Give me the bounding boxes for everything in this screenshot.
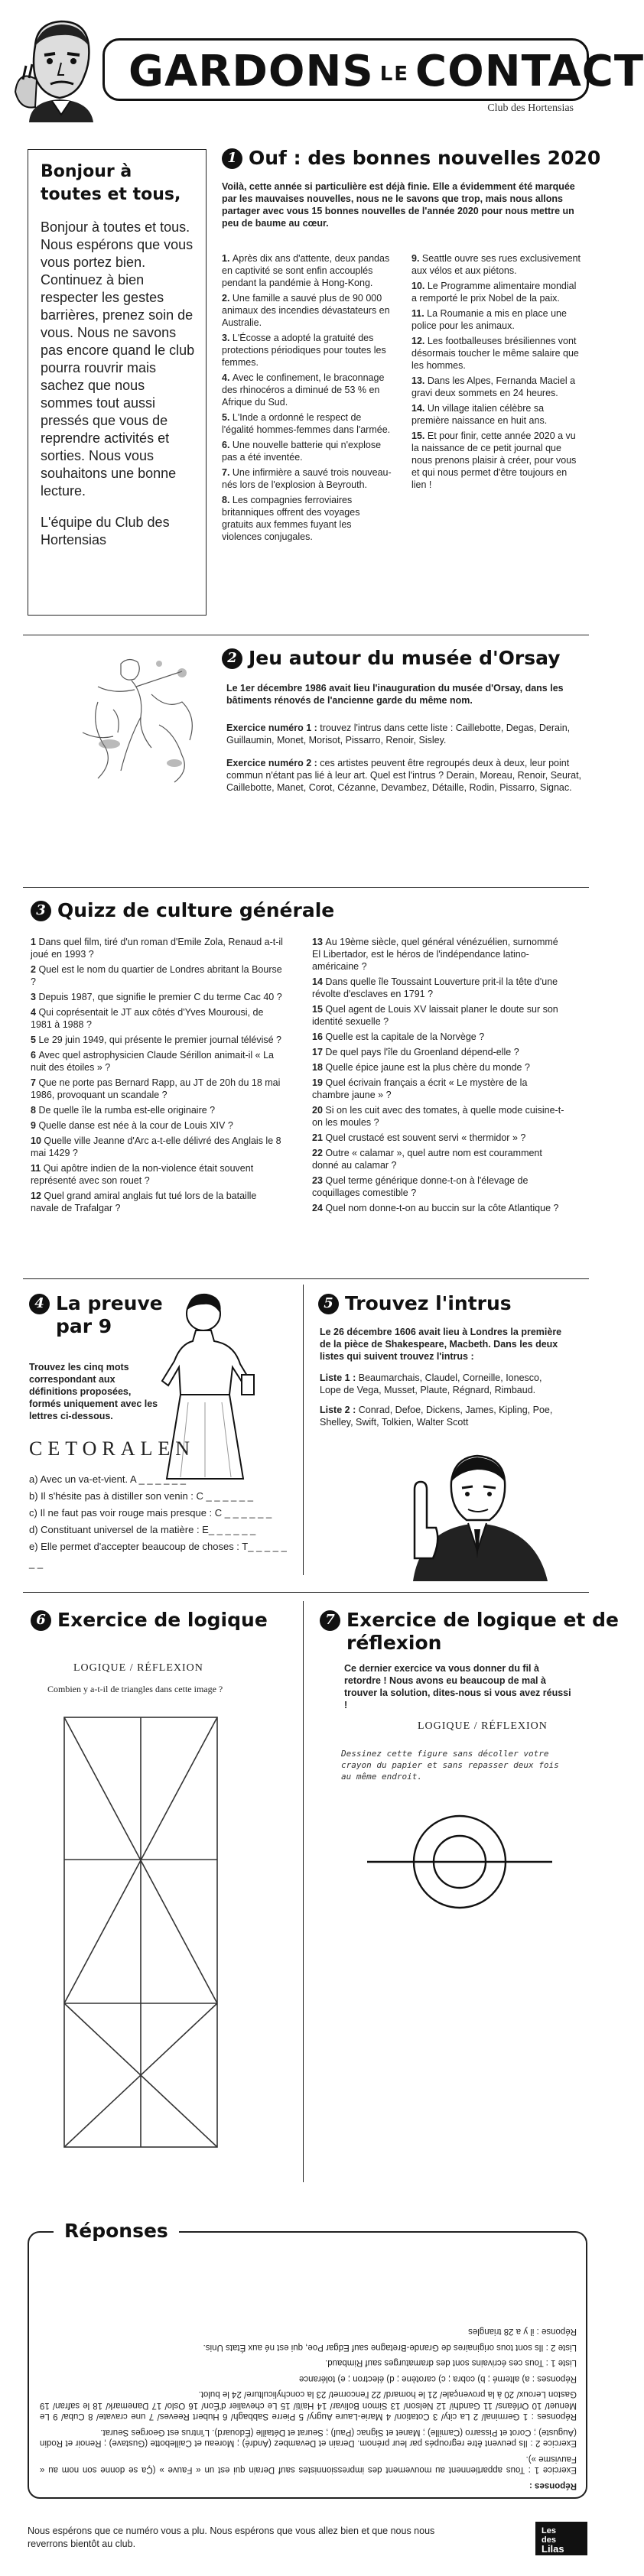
triangle-puzzle-figure <box>63 1716 219 2149</box>
column-divider <box>303 1601 304 2182</box>
quiz-question: 14 Dans quelle île Toussaint Louverture prit-il la tête d'une révolte d'esclaves en 1791 ? <box>312 976 558 999</box>
intrus-list-1: Liste 1 : Beaumarchais, Claudel, Corneille, Ionesco, Lope de Vega, Musset, Plaute, Régnard, Rimbaud. <box>320 1372 542 1395</box>
header <box>14 15 644 122</box>
good-news-item: 10. Le Programme alimentaire mondial a remporté le prix Nobel de la paix. <box>411 281 577 304</box>
word-definition: e) Elle permet d'accepter beaucoup de choses : T_ _ _ _ _ _ _ <box>29 1541 287 1569</box>
quiz-question: 20 Si on les cuit avec des tomates, à quelle mode cuisine-t-on les moules ? <box>312 1105 564 1128</box>
quiz-question: 18 Quelle épice jaune est la plus chère du monde ? <box>312 1062 530 1073</box>
pointing-man-illustration <box>398 1444 558 1581</box>
quiz-question: 22 Outre « calamar », quel autre nom est couramment donné au calamar ? <box>312 1148 542 1171</box>
section-number: 1 <box>222 148 242 169</box>
quiz-question: 6 Avec quel astrophysicien Claude Sérillon animait-il « La nuit des étoiles » ? <box>31 1050 275 1073</box>
good-news-item: 2. Une famille a sauvé plus de 90 000 animaux des incendies dévastateurs en Australie. <box>222 293 390 328</box>
good-news-item: 3. L'Écosse a adopté la gratuité des protections périodiques pour toutes les femmes. <box>222 333 386 368</box>
quiz-question: 23 Quel terme générique donne-t-on à l'élevage de coquillages comestible ? <box>312 1175 529 1198</box>
drawing-instruction: Dessinez cette figure sans décoller votre crayon du papier et sans repasser deux fois au même endroit. <box>341 1749 559 1782</box>
good-news-item: 7. Une infirmière a sauvé trois nouveau-nés lors de l'explosion à Beyrouth. <box>222 467 392 490</box>
section-number: 4 <box>29 1294 50 1314</box>
good-news-column-1 <box>222 252 392 546</box>
answers-list <box>40 2326 577 2476</box>
section-3-title: 3 Quizz de culture générale <box>31 899 334 922</box>
quiz-question: 5 Le 29 juin 1949, qui présente le premier journal télévisé ? <box>31 1035 281 1045</box>
intro-text: Bonjour à toutes et tous. Nous espérons que vous vous portez bien. Continuez à bien respecter les gestes barrières, prenez soin de vous. Nous ne savons pas encore quand le club pourra rouvrir mais sachez que nous sommes tout aussi pressés que vous de reprendre activités et sorties. Nous vous souhaitons une bonne lecture. <box>41 219 195 499</box>
quiz-question: 21 Quel crustacé est souvent servi « thermidor » ? <box>312 1132 526 1143</box>
closing-message: Nous espérons que ce numéro vous a plu. Nous espérons que vous allez bien et que nous nous reverrons bientôt au club. <box>28 2526 435 2549</box>
good-news-item: 5. L'Inde a ordonné le respect de l'égalité hommes-femmes dans l'armée. <box>222 412 391 435</box>
quiz-column-1 <box>31 936 283 1217</box>
quiz-question: 4 Qui coprésentait le JT aux côtés d'Yves Mourousi, de 1981 à 1988 ? <box>31 1007 264 1030</box>
section-2-lead: Le 1er décembre 1986 avait lieu l'inauguration du musée d'Orsay, dans les bâtiments rénovés de l'ancienne garde du même nom. <box>226 683 564 706</box>
club-name: Club des Hortensias <box>487 102 574 114</box>
answer-paragraph: Liste 2 : Ils sont tous originaires de Grande-Bretagne sauf Edgar Poe, qui est né aux États Unis. <box>203 2343 577 2352</box>
good-news-item: 4. Avec le confinement, le braconnage des rhinocéros a diminué de 53 % en Afrique du Sud. <box>222 372 385 408</box>
answers-title: Réponses <box>54 2217 179 2245</box>
good-news-item: 6. Une nouvelle batterie qui n'explose pas a été inventée. <box>222 440 382 463</box>
good-news-item: 1. Après dix ans d'attente, deux pandas en captivité se sont enfin accouplés pendant la pandémie à Hong-Kong. <box>222 253 390 288</box>
quiz-question: 9 Quelle danse est née à la cour de Louis XIV ? <box>31 1120 233 1131</box>
good-news-item: 14. Un village italien célèbre sa première naissance en huit ans. <box>411 403 548 426</box>
section-number: 3 <box>31 901 51 921</box>
column-divider <box>303 1285 304 1575</box>
quiz-question: 10 Quelle ville Jeanne d'Arc a-t-elle délivré des Anglais le 8 mai 1429 ? <box>31 1135 281 1158</box>
quiz-question: 7 Que ne porte pas Bernard Rapp, au JT de 20h du 18 mai 1986, provoquant un scandale ? <box>31 1077 281 1100</box>
quiz-question: 3 Depuis 1987, que signifie le premier C du terme Cac 40 ? <box>31 992 282 1002</box>
word-definition: c) Il ne faut pas voir rouge mais presque : C _ _ _ _ _ _ <box>29 1507 272 1519</box>
section-4-lead: Trouvez les cinq mots correspondant aux définitions proposées, formés uniquement avec les lettres ci-dessous. <box>29 1362 158 1421</box>
section-5-title: 5 Trouvez l'intrus <box>318 1292 512 1315</box>
logic-heading: LOGIQUE / RÉFLEXION <box>73 1662 203 1674</box>
word-definition: a) Avec un va-et-vient. A _ _ _ _ _ _ <box>29 1473 187 1485</box>
quiz-question: 17 De quel pays l'île du Groenland dépend-elle ? <box>312 1047 519 1057</box>
section-number: 5 <box>318 1294 339 1314</box>
divider <box>23 1592 589 1593</box>
answers-upside-down <box>40 2246 577 2491</box>
good-news-column-2 <box>411 252 581 494</box>
circle-puzzle-figure <box>364 1804 555 1919</box>
quiz-column-2 <box>312 936 564 1217</box>
quiz-question: 13 Au 19ème siècle, quel général vénézuélien, surnommé El Libertador, est le héros de l'indépendance latino-américaine ? <box>312 937 558 972</box>
good-news-item: 8. Les compagnies ferroviaires britanniques offrent des voyages gratuits aux femmes fuyant les violences conjugales. <box>222 495 360 542</box>
section-number: 6 <box>31 1610 51 1631</box>
section-7-title: 7 Exercice de logique et de réflexion <box>320 1609 595 1655</box>
answer-paragraph: Exercice 1 : Tous appartiennent au mouvement des impressionnistes sauf Derain qui est un « Fauve » (Ça se donne son nom au « Fauvisme »). <box>40 2454 577 2475</box>
orsay-exercise-1: Exercice numéro 1 : trouvez l'intrus dans cette liste : Caillebotte, Degas, Derain, Guillaumin, Monet, Morisot, Pissarro, Renoir, Sisley. <box>226 723 571 746</box>
quiz-question: 11 Qui apôtre indien de la non-violence était souvent représenté avec son rouet ? <box>31 1163 254 1186</box>
quiz-question: 8 De quelle île la rumba est-elle originaire ? <box>31 1105 216 1116</box>
quiz-question: 19 Quel écrivain français a écrit « Le mystère de la chambre jaune » ? <box>312 1077 528 1100</box>
section-1-title: 1 Ouf : des bonnes nouvelles 2020 <box>222 147 600 170</box>
answers-label: Réponses : <box>529 2481 577 2490</box>
quiz-question: 16 Quelle est la capitale de la Norvège ? <box>312 1031 485 1042</box>
good-news-item: 13. Dans les Alpes, Fernanda Maciel a gravi deux sommets en 24 heures. <box>411 375 576 398</box>
good-news-item: 15. Et pour finir, cette année 2020 a vu la naissance de ce petit journal que nous prenons plaisir à créer, pour vous et qui nous permet d'être toujours en lien ! <box>411 430 577 490</box>
quiz-question: 1 Dans quel film, tiré d'un roman d'Emile Zola, Renaud a-t-il joué en 1993 ? <box>31 937 283 960</box>
dancers-sketch-illustration <box>67 641 213 786</box>
letter-set: CETORALEN <box>29 1437 196 1460</box>
answer-paragraph: Réponses : a) alterné ; b) cobra ; c) carotène ; d) électron ; e) tolérance <box>298 2374 577 2383</box>
word-definition: b) Il s'hésite pas à distiller son venin : C _ _ _ _ _ _ <box>29 1490 253 1502</box>
logic-heading: LOGIQUE / RÉFLEXION <box>418 1720 548 1732</box>
quiz-question: 15 Quel agent de Louis XV laissait planer le doute sur son identité sexuelle ? <box>312 1004 558 1027</box>
section-4-title: 4 La preuve par 9 <box>29 1292 144 1338</box>
answer-paragraph: Exercice 2 : Ils peuvent être regroupés par leur prénom. Derain et Devambez (André) ; Moreau et Caillebotte (Gustave) ; Renoir et Rodin (Auguste) ; Corot et Pissarro (Camille) ; Manet et Signac (Paul) ; Seurat et Détaille (Édouard). L'intrus est Georges Seurat. <box>40 2428 577 2448</box>
section-7-lead: Ce dernier exercice va vous donner du fil à retordre ! Nous avons eu beaucoup de mal à trouver la solution, dites-nous si vous avez réussi ! <box>344 1663 571 1710</box>
divider <box>23 1278 589 1279</box>
section-5-lead: Le 26 décembre 1606 avait lieu à Londres la première de la pièce de Shakespeare, Macbeth. Dans les deux listes qui suivent trouvez l'intrus : <box>320 1327 562 1362</box>
triangle-question: Combien y a-t-il de triangles dans cette image ? <box>47 1684 223 1694</box>
section-2-title: 2 Jeu autour du musée d'Orsay <box>222 647 561 670</box>
word-definition: d) Constituant universel de la matière : E_ _ _ _ _ _ <box>29 1524 256 1535</box>
quiz-question: 12 Quel grand amiral anglais fut tué lors de la bataille navale de Trafalgar ? <box>31 1191 257 1213</box>
divider <box>23 887 589 888</box>
man-portrait-illustration <box>14 15 106 122</box>
intro-signature: L'équipe du Club des Hortensias <box>41 515 170 547</box>
section-number: 2 <box>222 648 242 669</box>
answer-paragraph: Réponse : il y a 28 triangles <box>468 2327 577 2337</box>
section-6-title: 6 Exercice de logique <box>31 1609 268 1632</box>
answer-paragraph: Liste 1 : Tous ces écrivains sont des dramaturges sauf Rimbaud. <box>325 2358 577 2368</box>
word-definitions <box>29 1471 289 1572</box>
newsletter-title: GARDONS LE CONTACT <box>128 47 644 96</box>
orsay-exercise-2: Exercice numéro 2 : ces artistes peuvent être regroupés deux à deux, leur point commun n'étant pas lié à leur art. Quel est l'intrus ? Derain, Moreau, Renoir, Seurat, Caillebotte, Manet, Corot, Cézanne, Devambez, Détaille, Rodin, Pissarro, Signac. <box>226 758 582 793</box>
quiz-question: 24 Quel nom donne-t-on au buccin sur la côte Atlantique ? <box>312 1203 559 1213</box>
lilas-logo: Les des Lilas <box>535 2522 587 2555</box>
intrus-list-2: Liste 2 : Conrad, Defoe, Dickens, James, Kipling, Poe, Shelley, Swift, Tolkien, Walter Scott <box>320 1405 553 1428</box>
intro-greeting: Bonjour à toutes et tous, <box>41 162 181 204</box>
answers-box <box>28 2231 587 2499</box>
good-news-item: 9. Seattle ouvre ses rues exclusivement aux vélos et aux piétons. <box>411 253 581 276</box>
intro-box <box>28 149 207 616</box>
section-number: 7 <box>320 1610 340 1631</box>
answer-paragraph: Réponses : 1 Germinal/ 2 La city/ 3 Cotation/ 4 Marie-Laure Augry/ 5 Pierre Sabbagh/ 6 Hubert Reeves/ 7 une cravate/ 8 Cuba/ 9 Le Menuet/ 10 Orléans/ 11 Gandhi/ 12 Nelson/ 13 Simon Bolivar/ 14 Haïti/ 15 Le chevalier d'Éon/ 16 Oslo/ 17 Danemark/ 18 le safran/ 19 Gaston Leroux/ 20 à la provençale/ 21 le homard/ 22 l'encornet/ 23 la conchyliculture/ 24 le bulot. <box>40 2389 577 2422</box>
good-news-item: 12. Les footballeuses brésiliennes vont désormais toucher le même salaire que les hommes. <box>411 336 579 371</box>
quiz-question: 2 Quel est le nom du quartier de Londres abritant la Bourse ? <box>31 964 282 987</box>
good-news-item: 11. La Roumanie a mis en place une police pour les animaux. <box>411 308 567 331</box>
section-1-lead: Voilà, cette année si particulière est déjà finie. Elle a évidemment été marquée par les mauvaises nouvelles, nous ne le savons que trop, mais nous allons partager avec vous 15 bonnes nouvelles de l'année 2020 pour nous mettre un peu de baume au cœur. <box>222 181 575 229</box>
